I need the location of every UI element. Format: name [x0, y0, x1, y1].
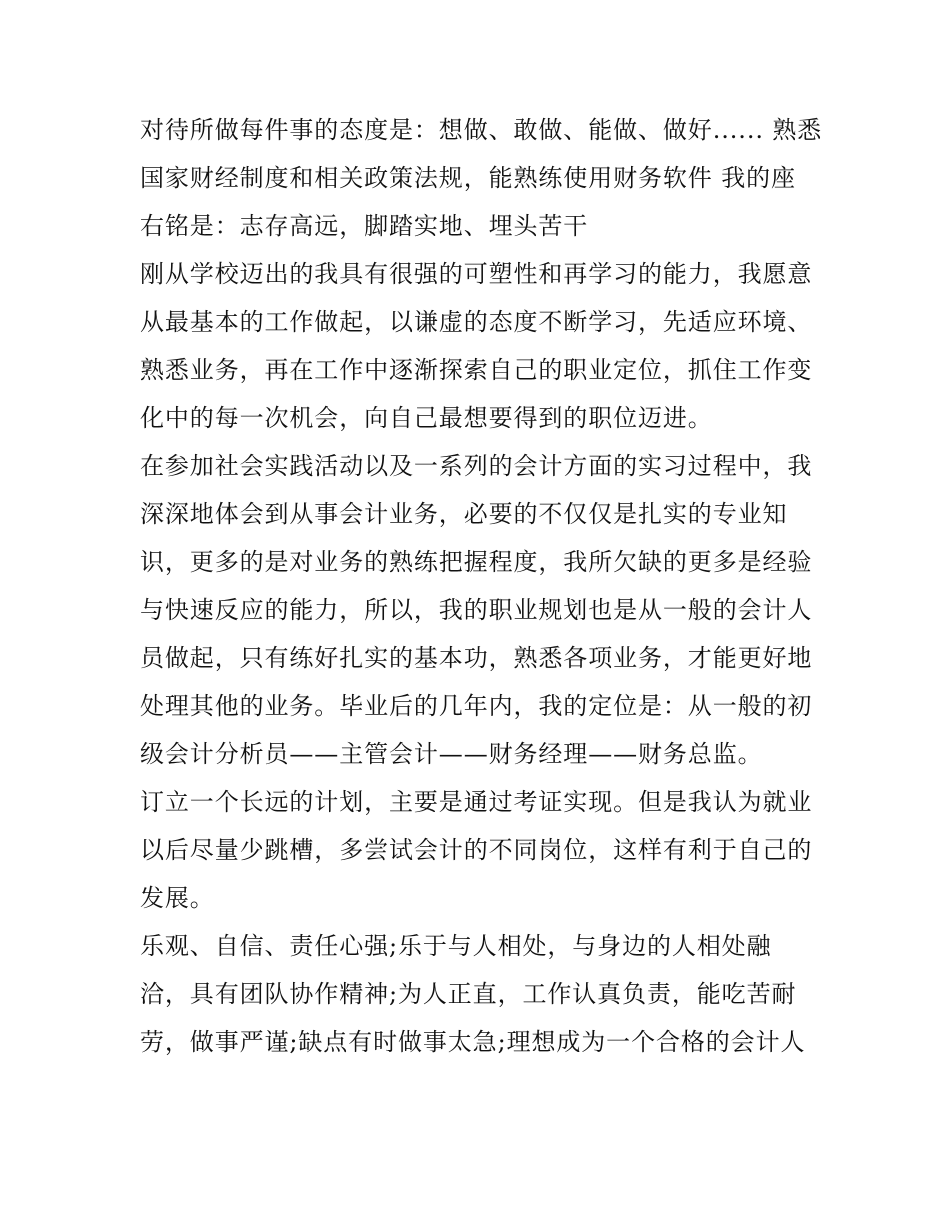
- text-line: 处理其他的业务。毕业后的几年内，我的定位是：从一般的初: [140, 692, 813, 720]
- paragraph-graduate-attitude: [140, 250, 820, 442]
- text-line: 熟悉业务，再在工作中逐渐探索自己的职业定位，抓住工作变: [140, 356, 813, 384]
- text-line: 与快速反应的能力，所以，我的职业规划也是从一般的会计人: [140, 596, 813, 624]
- paragraph-long-term-plan: [140, 778, 820, 922]
- text-line: 从最基本的工作做起，以谦虚的态度不断学习，先适应环境、: [140, 308, 813, 336]
- paragraph-attitude-motto: [140, 106, 823, 250]
- text-line: 深深地体会到从事会计业务，必要的不仅仅是扎实的专业知: [140, 500, 788, 528]
- text-line: 识，更多的是对业务的熟练把握程度，我所欠缺的更多是经验: [140, 548, 813, 576]
- text-line: 级会计分析员——主管会计——财务经理——财务总监。: [140, 740, 763, 768]
- text-line: 在参加社会实践活动以及一系列的会计方面的实习过程中，我: [140, 452, 813, 480]
- text-line: 右铭是：志存高远，脚踏实地、埋头苦干: [140, 212, 589, 240]
- document-body: [140, 106, 823, 1066]
- text-line: 员做起，只有练好扎实的基本功，熟悉各项业务，才能更好地: [140, 644, 813, 672]
- text-line: 以后尽量少跳槽，多尝试会计的不同岗位，这样有利于自己的: [140, 836, 813, 864]
- paragraph-self-evaluation: [140, 922, 820, 1066]
- text-line: 对待所做每件事的态度是：想做、敢做、能做、做好...... 熟悉: [140, 116, 823, 144]
- text-line: 刚从学校迈出的我具有很强的可塑性和再学习的能力，我愿意: [140, 260, 813, 288]
- text-line: 洽，具有团队协作精神;为人正直，工作认真负责，能吃苦耐: [140, 980, 797, 1008]
- text-line: 订立一个长远的计划，主要是通过考证实现。但是我认为就业: [140, 788, 813, 816]
- text-line: 国家财经制度和相关政策法规，能熟练使用财务软件 我的座: [140, 164, 796, 192]
- text-line: 化中的每一次机会，向自己最想要得到的职位迈进。: [140, 404, 713, 432]
- text-line: 劳，做事严谨;缺点有时做事太急;理想成为一个合格的会计人: [140, 1028, 806, 1056]
- text-line: 发展。: [140, 884, 215, 912]
- paragraph-career-plan: [140, 442, 820, 778]
- text-line: 乐观、自信、责任心强;乐于与人相处，与身边的人相处融: [140, 932, 772, 960]
